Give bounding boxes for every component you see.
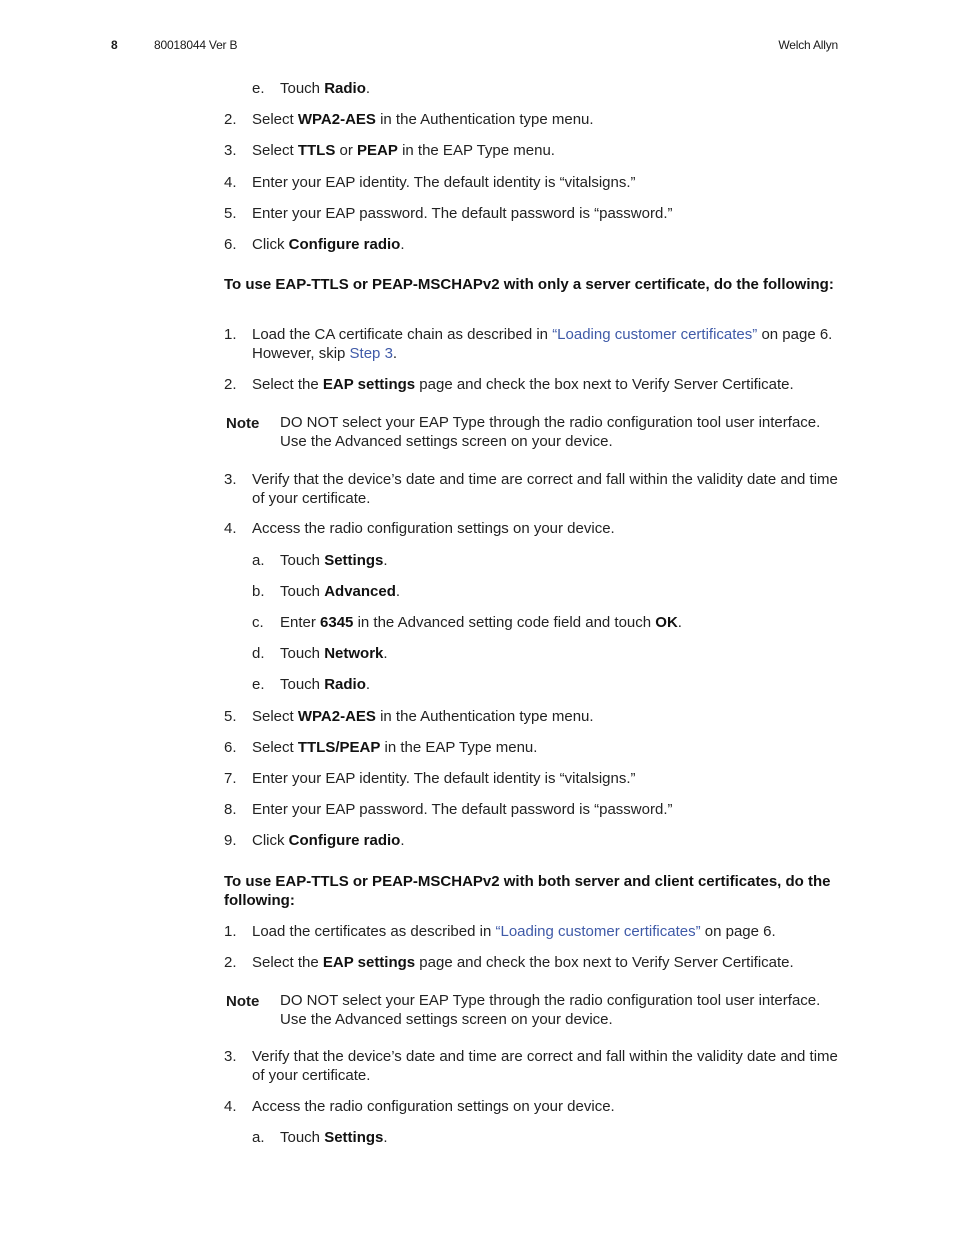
item-text: Select (252, 111, 298, 128)
item-label: 4. (224, 520, 237, 537)
item-text: in the Advanced setting code field and touch (353, 614, 656, 631)
item-text: Select (252, 708, 298, 725)
item-text: Enter your EAP identity. The default identity is “vitalsigns.” (252, 174, 636, 191)
item-bold: Radio (324, 80, 366, 97)
item-text: Touch (280, 645, 325, 662)
item-label: 5. (224, 708, 237, 725)
item-label: 9. (224, 832, 237, 849)
note-text: DO NOT select your EAP Type through the radio configuration tool user interface. Use the Advanced settings screen on your device. (280, 992, 821, 1028)
item-text: Select the (252, 376, 323, 393)
note-label: Note (226, 415, 260, 432)
item-text: . (400, 832, 405, 849)
item-text: in the Authentication type menu. (375, 111, 594, 128)
item-label: 7. (224, 770, 237, 787)
item-label: a. (252, 1129, 265, 1146)
item-text: Touch (280, 583, 325, 600)
item-text: Touch (280, 80, 325, 97)
item-text: Touch (280, 676, 325, 693)
item-text: Access the radio configuration settings on your device. (252, 520, 615, 537)
item-bold: PEAP (357, 142, 398, 159)
item-label: 5. (224, 205, 237, 222)
item-text: . (677, 614, 682, 631)
cross-reference-link[interactable]: “Loading customer certificates” (495, 923, 701, 940)
item-label: 8. (224, 801, 237, 818)
item-bold: EAP settings (322, 376, 416, 393)
item-bold: Radio (324, 676, 366, 693)
item-text: on page 6. (700, 923, 776, 940)
item-label: 6. (224, 236, 237, 253)
item-label: d. (252, 645, 265, 662)
item-bold: Settings (324, 552, 384, 569)
item-label: 4. (224, 174, 237, 191)
item-label: 6. (224, 739, 237, 756)
item-text: Select the (252, 954, 323, 971)
note-label: Note (226, 993, 260, 1010)
item-bold: WPA2-AES (297, 111, 376, 128)
section-heading: To use EAP-TTLS or PEAP-MSCHAPv2 with only a server certificate, do the following: (224, 276, 834, 293)
item-bold: TTLS (297, 142, 336, 159)
note-block (0, 413, 954, 453)
item-text: Load the CA certificate chain as described in (252, 326, 553, 343)
item-text: Enter your EAP password. The default password is “password.” (252, 205, 673, 222)
item-text: or (335, 142, 358, 159)
item-bold: EAP settings (322, 954, 416, 971)
item-bold: Advanced (324, 583, 396, 600)
item-text: Enter your EAP password. The default password is “password.” (252, 801, 673, 818)
item-text: Select (252, 739, 298, 756)
item-label: e. (252, 676, 265, 693)
section-heading: To use EAP-TTLS or PEAP-MSCHAPv2 with both server and client certificates, do the following: (224, 873, 831, 909)
item-label: 4. (224, 1098, 237, 1115)
item-text: Select (252, 142, 298, 159)
item-text: . (383, 1129, 388, 1146)
item-text: page and check the box next to Verify Server Certificate. (415, 954, 794, 971)
item-text: Click (252, 832, 289, 849)
item-text: . (392, 345, 398, 362)
item-bold: Configure radio (288, 832, 401, 849)
document-id: 80018044 Ver B (154, 38, 238, 52)
item-label: b. (252, 583, 265, 600)
item-text: . (383, 645, 388, 662)
item-text: Enter your EAP identity. The default identity is “vitalsigns.” (252, 770, 636, 787)
note-text: DO NOT select your EAP Type through the radio configuration tool user interface. Use the Advanced settings screen on your device. (280, 414, 821, 450)
step-link[interactable]: Step 3 (349, 345, 393, 362)
item-text: Verify that the device’s date and time are correct and fall within the validity date and time of your certificate. (252, 1048, 838, 1084)
item-text: . (365, 676, 371, 693)
item-text: Touch (280, 552, 325, 569)
item-label: 3. (224, 142, 237, 159)
item-text: Click (252, 236, 289, 253)
item-bold: OK (655, 614, 678, 631)
brand-name: Welch Allyn (778, 38, 838, 52)
item-label: 2. (224, 954, 237, 971)
item-text: Touch (280, 1129, 325, 1146)
item-label: a. (252, 552, 265, 569)
cross-reference-link[interactable]: “Loading customer certificates” (552, 326, 758, 343)
item-text: . (400, 236, 405, 253)
page-number: 8 (111, 38, 118, 52)
item-bold: WPA2-AES (297, 708, 376, 725)
item-text: in the EAP Type menu. (397, 142, 555, 159)
item-text: Load the certificates as described in (252, 923, 496, 940)
item-label: 1. (224, 923, 237, 940)
item-text: Verify that the device’s date and time are correct and fall within the validity date and time of your certificate. (252, 471, 838, 507)
item-text: . (365, 80, 371, 97)
item-text: on page 6. However, skip (252, 326, 833, 362)
item-bold: Configure radio (288, 236, 401, 253)
item-bold: 6345 (320, 614, 354, 631)
item-text: Access the radio configuration settings on your device. (252, 1098, 615, 1115)
item-label: 3. (224, 1048, 237, 1065)
item-bold: Settings (324, 1129, 384, 1146)
item-text: Enter (280, 614, 321, 631)
item-text: page and check the box next to Verify Server Certificate. (415, 376, 794, 393)
item-label: e. (252, 80, 265, 97)
item-label: 2. (224, 376, 237, 393)
item-text: in the EAP Type menu. (380, 739, 538, 756)
item-label: 2. (224, 111, 237, 128)
note-block (0, 991, 954, 1031)
item-bold: Network (324, 645, 384, 662)
item-bold: TTLS/PEAP (297, 739, 381, 756)
item-text: . (383, 552, 388, 569)
item-label: 1. (224, 326, 237, 343)
item-text: . (395, 583, 401, 600)
item-label: 3. (224, 471, 237, 488)
item-label: c. (252, 614, 264, 631)
item-text: in the Authentication type menu. (375, 708, 594, 725)
